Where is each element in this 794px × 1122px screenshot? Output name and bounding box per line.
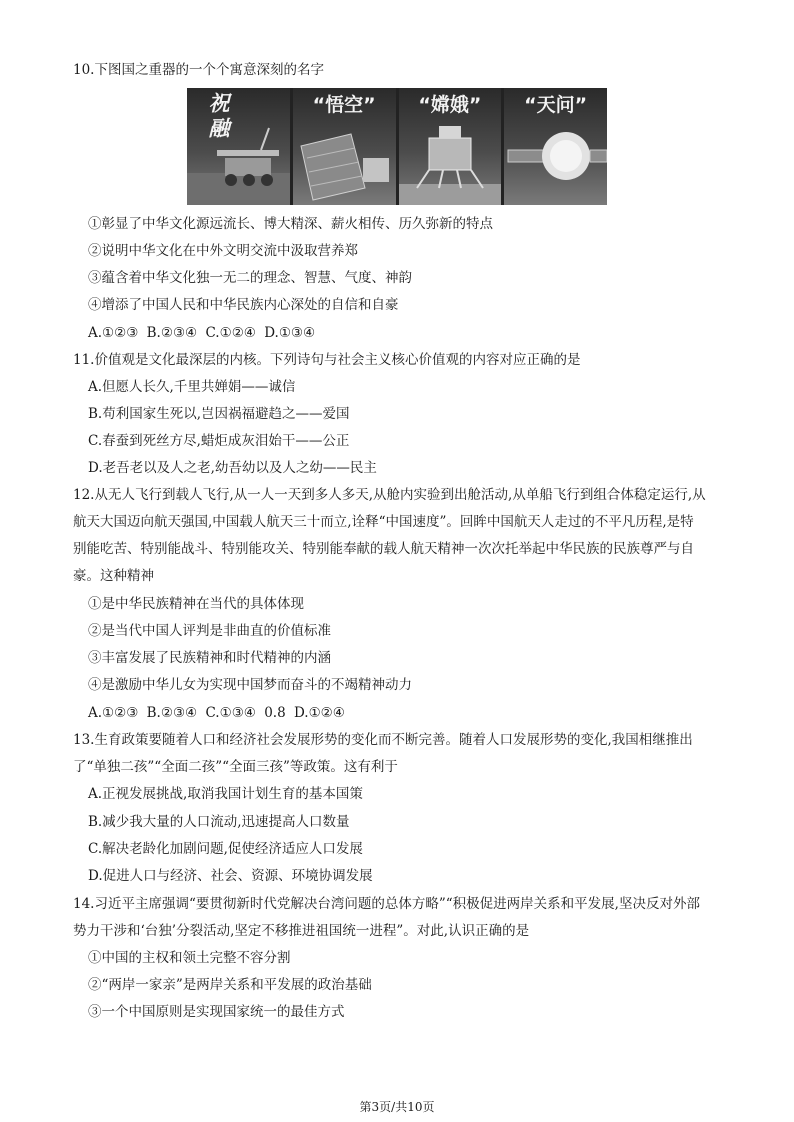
mars-probe-icon	[504, 88, 607, 205]
tianwen-panel	[504, 88, 607, 205]
question-12-option-2: ②是当代中国人评判是非曲直的价值标准	[88, 623, 331, 639]
mars-rover-icon	[187, 88, 290, 205]
lunar-lander-icon	[399, 88, 502, 205]
question-10-option-2: ②说明中华文化在中外文明交流中汲取营养郑	[88, 243, 358, 259]
zhurong-title: 祝融	[206, 92, 231, 142]
question-10-option-4: ④增添了中国人民和中华民族内心深处的自信和自豪	[88, 297, 399, 313]
question-13-option-d: D.促进人口与经济、社会、资源、环境协调发展	[88, 868, 373, 884]
question-12-stem-line-2: 航天大国迈向航天强国,中国载人航天三十而立,诠释“中国速度”。回眸中国航天人走过的不平凡历程,是特	[73, 514, 694, 530]
question-14-option-2: ②“两岸一家亲”是两岸关系和平发展的政治基础	[88, 977, 372, 993]
question-13-option-a: A.正视发展挑战,取消我国计划生育的基本国策	[88, 786, 363, 802]
question-14-option-1: ①中国的主权和领土完整不容分割	[88, 950, 291, 966]
question-10-stem: 10.下图国之重器的一个个寓意深刻的名字	[73, 62, 324, 78]
question-11-option-b: B.苟利国家生死以,岂因祸福避趋之——爱国	[88, 406, 350, 422]
question-11-option-c: C.春蚕到死丝方尽,蜡炬成灰泪始干——公正	[88, 433, 350, 449]
question-10-option-1: ①彰显了中华文化源远流长、博大精深、薪火相传、历久弥新的特点	[88, 216, 493, 232]
tianwen-title: “天问”	[524, 94, 588, 116]
question-12-stem-line-1: 12.从无人飞行到载人飞行,从一人一天到多人多天,从舱内实验到出舱活动,从单船飞行到组合体稳定运行,从	[73, 487, 706, 503]
question-12-stem-line-4: 豪。这种精神	[73, 568, 154, 584]
question-11-option-d: D.老吾老以及人之老,幼吾幼以及人之幼——民主	[88, 460, 377, 476]
question-10-choices: A.①②③ B.②③④ C.①②④ D.①③④	[88, 325, 316, 341]
question-13-option-c: C.解决老龄化加剧问题,促使经济适应人口发展	[88, 841, 363, 857]
question-14-option-3: ③一个中国原则是实现国家统一的最佳方式	[88, 1004, 345, 1020]
question-14-stem-line-2: 势力干涉和‘台独’分裂活动,坚定不移推进祖国统一进程”。对此,认识正确的是	[73, 923, 530, 939]
question-14-stem-line-1: 14.习近平主席强调“要贯彻新时代党解决台湾问题的总体方略”“积极促进两岸关系和平发展,坚决反对外部	[73, 896, 700, 912]
question-11-option-a: A.但愿人长久,千里共婵娟——诚信	[88, 379, 296, 395]
change-panel	[399, 88, 502, 205]
question-11-stem: 11.价值观是文化最深层的内核。下列诗句与社会主义核心价值观的内容对应正确的是	[73, 352, 581, 368]
page-number: 第3页/共10页	[359, 1100, 435, 1114]
question-12-option-4: ④是激励中华儿女为实现中国梦而奋斗的不竭精神动力	[88, 677, 412, 693]
wukong-title: “悟空”	[312, 94, 376, 116]
question-13-option-b: B.减少我大量的人口流动,迅速提高人口数量	[88, 814, 350, 830]
question-10-option-3: ③蕴含着中华文化独一无二的理念、智慧、气度、神韵	[88, 270, 412, 286]
zhurong-panel	[187, 88, 290, 205]
question-12-choices: A.①②③ B.②③④ C.①③④ 0.8 D.①②④	[88, 705, 345, 721]
question-13-stem-line-2: 了“单独二孩”“全面二孩”“全面三孩”等政策。这有利于	[73, 759, 398, 775]
spacecraft-image-strip	[187, 88, 607, 205]
wukong-panel	[293, 88, 396, 205]
question-12-option-1: ①是中华民族精神在当代的具体体现	[88, 596, 304, 612]
question-12-stem-line-3: 别能吃苦、特别能战斗、特别能攻关、特别能奉献的载人航天精神一次次托举起中华民族的民族尊严与自	[73, 541, 694, 557]
change-title: “嫦娥”	[418, 94, 482, 116]
question-13-stem-line-1: 13.生育政策要随着人口和经济社会发展形势的变化而不断完善。随着人口发展形势的变化,我国相继推出	[73, 732, 693, 748]
satellite-icon	[293, 88, 396, 205]
question-12-option-3: ③丰富发展了民族精神和时代精神的内涵	[88, 650, 331, 666]
